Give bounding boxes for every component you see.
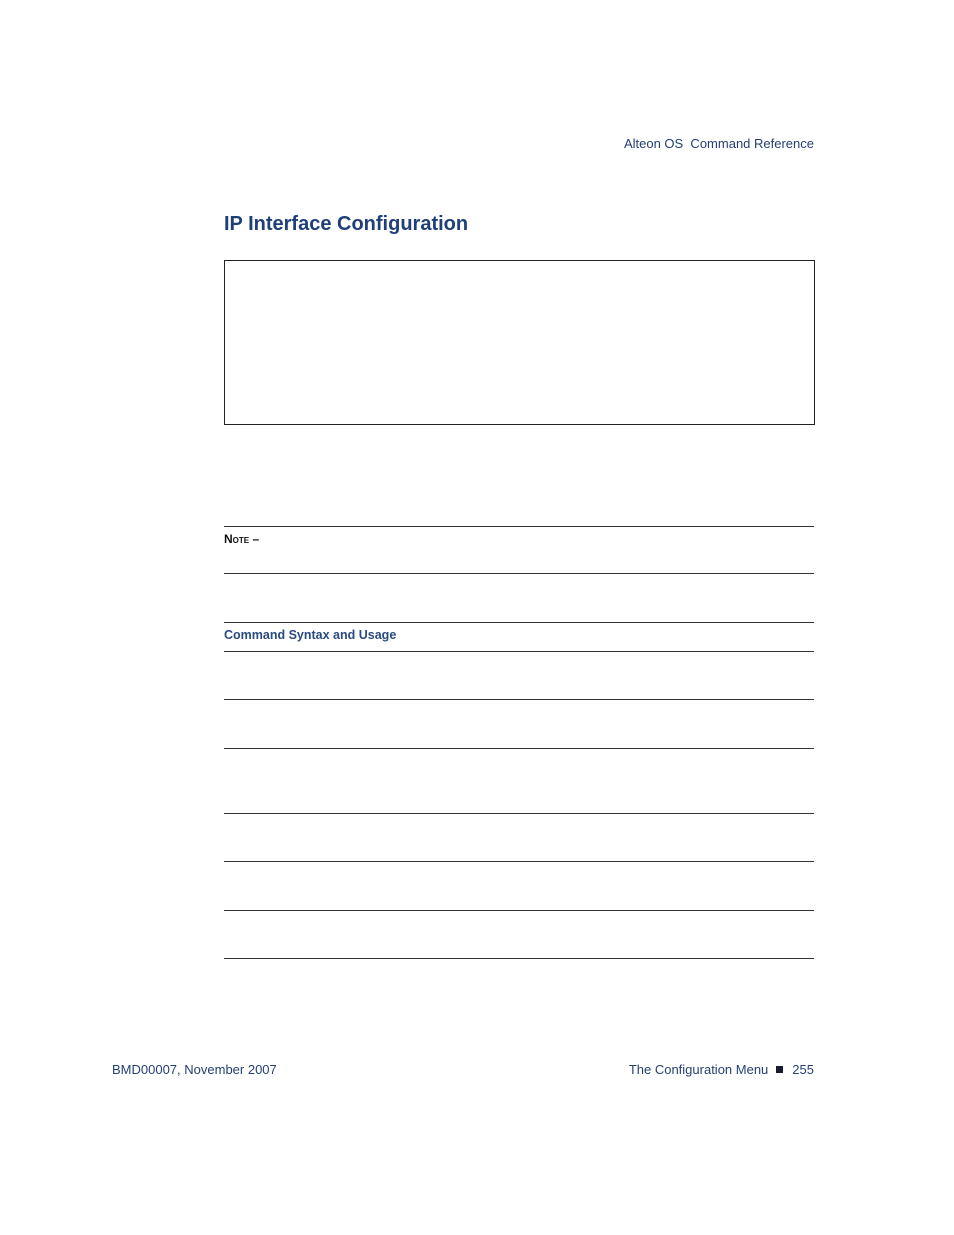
footer-page-info <box>629 1062 814 1077</box>
command-menu-box <box>224 260 815 425</box>
table-header <box>224 622 814 652</box>
command-syntax-table <box>224 622 814 959</box>
table-header-label: Command Syntax and Usage <box>224 628 397 642</box>
running-header: Alteon OS Command Reference <box>623 136 814 151</box>
table-row <box>224 862 814 911</box>
note-block <box>224 526 814 574</box>
square-bullet-icon <box>776 1066 783 1073</box>
page-number: 255 <box>792 1062 814 1077</box>
note-label: Note – <box>224 532 260 546</box>
table-row <box>224 700 814 749</box>
table-row <box>224 652 814 700</box>
footer-section: The Configuration Menu <box>628 1062 769 1077</box>
table-row <box>224 749 814 814</box>
footer-doc-id: BMD00007, November 2007 <box>112 1062 277 1077</box>
table-row <box>224 814 814 862</box>
page-title: IP Interface Configuration <box>224 213 469 235</box>
table-row <box>224 911 814 959</box>
